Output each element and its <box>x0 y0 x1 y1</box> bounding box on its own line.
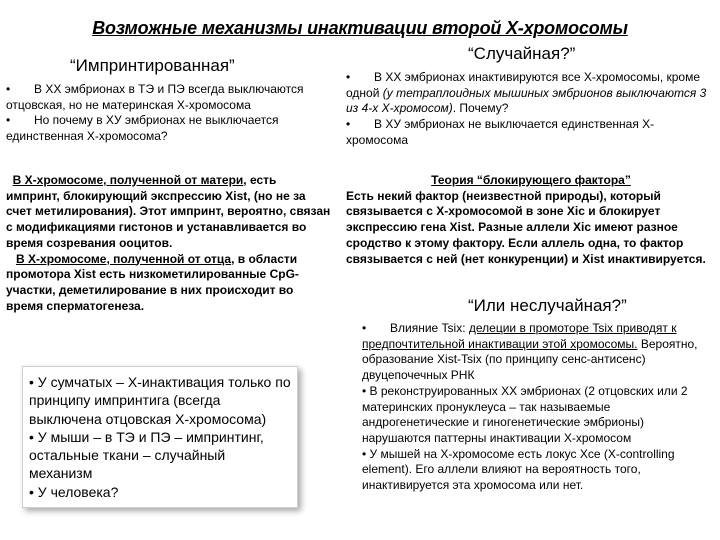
xce-locus-bullet: • У мышей на Х-хромосоме есть локус Хce (X-controlling element). Его аллели влияют на вероятность того, инактивируется эта хромосома или нет. <box>362 446 675 493</box>
reconstructed-embryos-bullet: • В реконструированных ХХ эмбрионах (2 отцовских или 2 материнских пронуклеуса – так называемые андрогенетические и гиногенетические эмбрионы) нарушаются паттерны инактивации Х-хромосом <box>362 383 688 445</box>
tsix-paragraph: • Влияние Tsix: делеции в промоторе Tsix приводят к предпочтительной инактивации этой хромосомы. Вероятно, образование Xist-Tsix (по принципу сенс-антисенс) двуцепочечных РНК <box>362 321 714 384</box>
maternal-paragraph: В Х-хромосоме, полученной от матери, есть импринт, блокирующий экспрессию Xist, (но не за счет метилирования). Этот импринт, вероятно, связан с модификациями гистонов и устанавливается во время созревания ооцитов. <box>6 173 331 250</box>
left-heading: “Импринтированная” <box>70 56 235 75</box>
box-line-1: • У сумчатых – Х-инактивация только по принципу импринтига (всегда выключена отцовская Х-хромосома) <box>29 374 291 427</box>
paternal-paragraph: В Х-хромосоме, полученной от отца, в области промотора Xist есть низкометилированные CpG-участки, деметилирование в них происходит во время сперматогенеза. <box>6 251 299 313</box>
right-bullets <box>346 70 716 149</box>
box-line-2: • У мыши – в ТЭ и ПЭ – импринтинг, остальные ткани – случайный механизм <box>29 428 264 482</box>
left-bullets <box>6 82 332 145</box>
theory-block <box>346 173 716 267</box>
box-line-3: • У человека? <box>29 483 119 500</box>
left-bullet-1: • В ХХ эмбрионах в ТЭ и ПЭ всегда выключаются отцовская, но не материнская Х-хромосома <box>6 82 332 113</box>
right-bullet-2: • В ХУ эмбрионах не выключается единственная Х-хромосома <box>346 117 716 148</box>
theory-title: Теория “блокирующего фактора” <box>431 173 631 187</box>
bullet-icon <box>6 113 34 127</box>
bullet-icon <box>362 321 390 335</box>
bullet-icon <box>346 117 374 131</box>
species-note-box <box>22 366 298 508</box>
theory-text: Есть некий фактор (неизвестной природы), который связывается с Х-хромосомой в зоне Xic и блокирует экспрессию гена Xist. Разные аллели Xic имеют разное сродство к этому фактору. Если аллель одна, то фактор связывается с ней (нет конкуренции) и Xist инактивируется. <box>346 188 706 266</box>
bullet-icon <box>6 82 34 96</box>
left-bullet-2: • Но почему в ХУ эмбрионах не выключается единственная Х-хромосома? <box>6 113 332 144</box>
slide-title: Возможные механизмы инактивации второй Х-хромосомы <box>92 18 628 38</box>
left-imprint-text <box>6 173 332 314</box>
right-bullet-1: • В ХХ эмбрионах инактивируются все Х-хромосомы, кроме одной (у тетраплоидных мышиных эмбрионов выключаются 3 из 4-х Х-хромосом). Почему? <box>346 70 716 117</box>
bullet-icon <box>346 70 374 84</box>
right-heading: “Случайная?” <box>468 44 576 63</box>
right-heading-2: “Или неслучайная?” <box>468 296 627 315</box>
nonrandom-block <box>362 321 714 494</box>
